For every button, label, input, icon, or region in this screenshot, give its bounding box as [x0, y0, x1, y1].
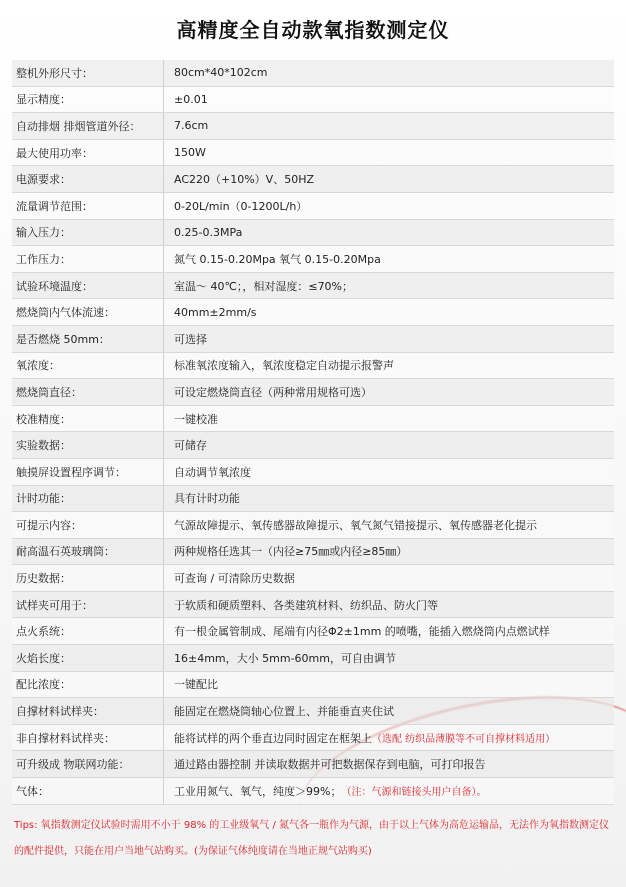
spec-value-text: 具有计时功能 [174, 492, 240, 506]
spec-row [12, 486, 614, 513]
spec-value [164, 486, 614, 512]
spec-row [12, 432, 614, 459]
spec-label: 自撑材料试样夹： [12, 698, 164, 724]
spec-label: 燃烧筒直径： [12, 379, 164, 405]
tips-note: Tips: 氧指数测定仪试验时需用不小于 98% 的工业级氧气 / 氮气各一瓶作为气源，由于以上气体为高危运输品，无法作为氧指数测定仪的配件提供，只能在用户当地气站购买。(为保证气体纯度请在当地正规气站购买) [14, 820, 609, 857]
spec-value-text: 标准氧浓度输入，氧浓度稳定自动提示报警声 [174, 359, 394, 373]
spec-label: 是否燃烧 50mm： [12, 326, 164, 352]
spec-value-text: 可查询 / 可清除历史数据 [174, 572, 295, 586]
spec-label: 校准精度： [12, 406, 164, 432]
spec-label: 触摸屏设置程序调节： [12, 459, 164, 485]
spec-row [12, 140, 614, 167]
spec-value [164, 246, 614, 272]
spec-value-text: 能将试样的两个垂直边同时固定在框架上 [174, 731, 372, 745]
spec-value [164, 379, 614, 405]
spec-value-text: 通过路由器控制 并读取数据并可把数据保存到电脑，可打印报告 [174, 758, 486, 772]
spec-row [12, 60, 614, 87]
spec-row [12, 751, 614, 778]
spec-label: 实验数据： [12, 432, 164, 458]
spec-value-text: 7.6cm [174, 119, 209, 133]
spec-label: 历史数据： [12, 565, 164, 591]
spec-row [12, 326, 614, 353]
spec-value-text: 可储存 [174, 439, 207, 453]
spec-value [164, 60, 614, 86]
spec-label: 流量调节范围： [12, 193, 164, 219]
spec-value-text: 室温～ 40℃；，相对湿度：≤70%； [174, 279, 354, 293]
spec-value [164, 273, 614, 299]
spec-label: 整机外形尺寸： [12, 60, 164, 86]
spec-value [164, 618, 614, 644]
spec-label: 工作压力： [12, 246, 164, 272]
spec-value [164, 698, 614, 724]
spec-row [12, 87, 614, 114]
spec-row [12, 113, 614, 140]
spec-value-text: 工业用氮气、氧气，纯度＞99%； [174, 784, 342, 798]
spec-value-text: 80cm*40*102cm [174, 66, 268, 80]
page-title: 高精度全自动款氧指数测定仪 [176, 18, 450, 42]
spec-label: 自动排烟 排烟管道外径： [12, 113, 164, 139]
spec-row [12, 193, 614, 220]
spec-value-text: 0.25-0.3MPa [174, 225, 243, 239]
spec-value [164, 778, 614, 804]
spec-value [164, 565, 614, 591]
spec-label: 非自撑材料试样夹： [12, 725, 164, 751]
spec-value [164, 751, 614, 777]
spec-value-text: 能固定在燃烧筒轴心位置上、并能垂直夹住试 [174, 705, 394, 719]
spec-value-text: 40mm±2mm/s [174, 305, 257, 319]
spec-label: 点火系统： [12, 618, 164, 644]
spec-value [164, 512, 614, 538]
spec-label: 可升级成 物联网功能： [12, 751, 164, 777]
spec-value-text: 一键校准 [174, 412, 218, 426]
spec-row [12, 512, 614, 539]
spec-label: 可提示内容： [12, 512, 164, 538]
spec-row [12, 166, 614, 193]
spec-row [12, 273, 614, 300]
spec-value [164, 193, 614, 219]
spec-value-text: 有一根金属管制成、尾端有内径Φ2±1mm 的喷嘴，能插入燃烧筒内点燃试样 [174, 625, 550, 639]
spec-row [12, 459, 614, 486]
spec-value [164, 220, 614, 246]
spec-value [164, 459, 614, 485]
spec-row [12, 246, 614, 273]
spec-value-text: 氮气 0.15-0.20Mpa 氧气 0.15-0.20Mpa [174, 252, 381, 266]
spec-label: 显示精度： [12, 87, 164, 113]
spec-value-text: 两种规格任选其一（内径≥75㎜或内径≥85㎜） [174, 545, 408, 559]
spec-row [12, 299, 614, 326]
spec-row [12, 618, 614, 645]
spec-value [164, 645, 614, 671]
spec-value-text: 16±4mm，大小 5mm-60mm，可自由调节 [174, 651, 396, 665]
spec-value-text: 自动调节氧浓度 [174, 465, 251, 479]
spec-value [164, 592, 614, 618]
spec-label: 火焰长度： [12, 645, 164, 671]
spec-value-text: ±0.01 [174, 92, 208, 106]
spec-row [12, 565, 614, 592]
spec-value [164, 672, 614, 698]
spec-value-text: 一键配比 [174, 678, 218, 692]
spec-value [164, 432, 614, 458]
spec-label: 气体： [12, 778, 164, 804]
spec-value [164, 166, 614, 192]
spec-row [12, 220, 614, 247]
spec-label: 燃烧筒内气体流速： [12, 299, 164, 325]
spec-value [164, 725, 614, 751]
spec-value-note: （选配 纺织品薄膜等不可自撑材料适用） [372, 734, 556, 746]
spec-value [164, 140, 614, 166]
spec-row [12, 539, 614, 566]
spec-value [164, 353, 614, 379]
spec-value-text: 0-20L/min（0-1200L/h） [174, 199, 308, 213]
spec-label: 输入压力： [12, 220, 164, 246]
spec-label: 计时功能： [12, 486, 164, 512]
spec-label: 氧浓度： [12, 353, 164, 379]
spec-value-text: 气源故障提示、氧传感器故障提示、氧气氮气错接提示、氧传感器老化提示 [174, 518, 537, 532]
spec-row [12, 725, 614, 752]
spec-value [164, 87, 614, 113]
spec-value [164, 299, 614, 325]
spec-row [12, 592, 614, 619]
spec-label: 电源要求： [12, 166, 164, 192]
spec-table [12, 60, 614, 805]
spec-value [164, 326, 614, 352]
spec-row [12, 379, 614, 406]
spec-value-note: （注：气源和链接头用户自备）。 [341, 787, 487, 799]
spec-row [12, 406, 614, 433]
spec-row [12, 778, 614, 805]
spec-label: 配比浓度： [12, 672, 164, 698]
spec-label: 试验环境温度： [12, 273, 164, 299]
spec-value [164, 539, 614, 565]
spec-value-text: 于软质和硬质塑料、各类建筑材料、纺织品、防火门等 [174, 598, 438, 612]
spec-value-text: AC220（+10%）V、50HZ [174, 173, 315, 187]
spec-row [12, 672, 614, 699]
spec-label: 耐高温石英玻璃筒： [12, 539, 164, 565]
spec-row [12, 353, 614, 380]
spec-label: 试样夹可用于： [12, 592, 164, 618]
spec-value-text: 可设定燃烧筒直径（两种常用规格可选） [174, 385, 372, 399]
spec-value-text: 150W [174, 146, 206, 160]
spec-value [164, 113, 614, 139]
spec-value [164, 406, 614, 432]
spec-label: 最大使用功率： [12, 140, 164, 166]
spec-value-text: 可选择 [174, 332, 207, 346]
spec-row [12, 698, 614, 725]
spec-row [12, 645, 614, 672]
